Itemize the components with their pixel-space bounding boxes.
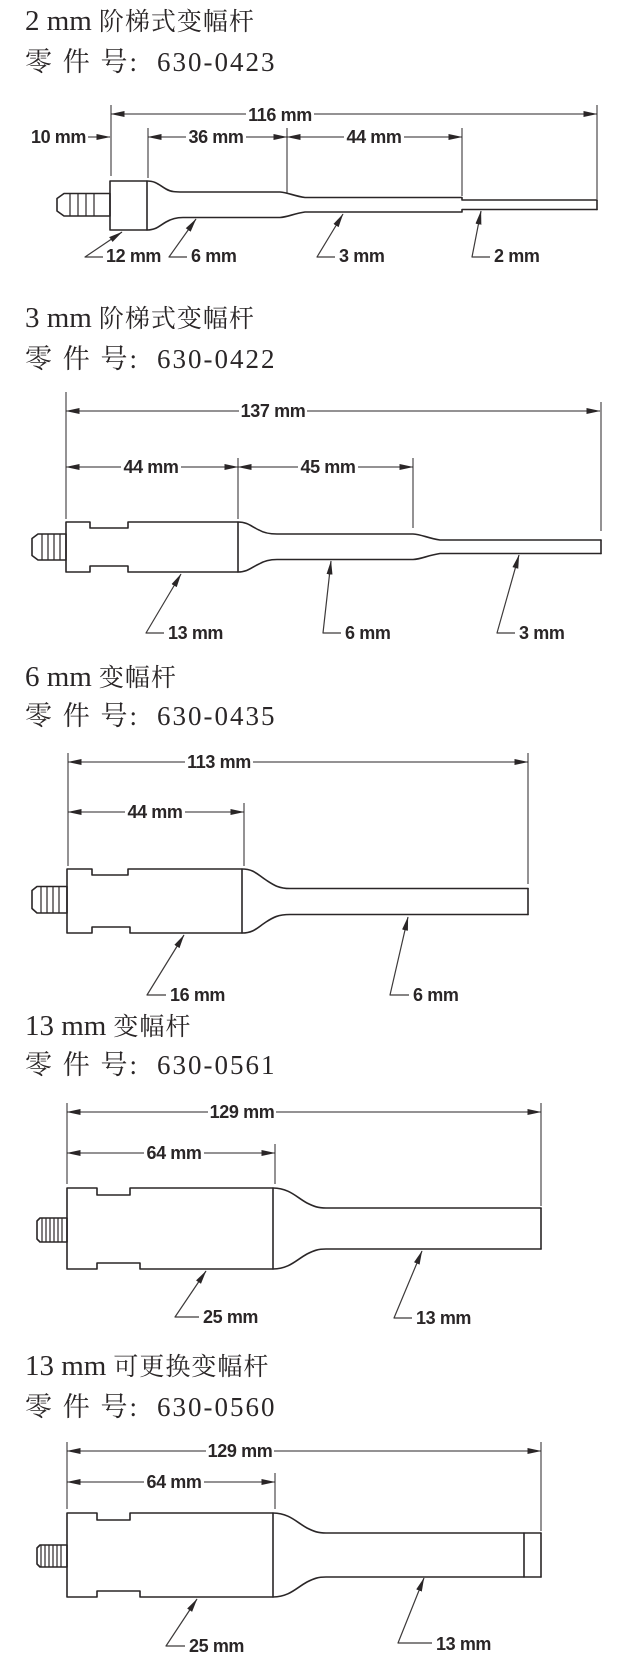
dimension-label: 36 mm	[188, 127, 244, 147]
dimension-label: 137 mm	[240, 401, 306, 421]
section-title-3mm-stepped	[25, 299, 255, 335]
horn-bottom-profile	[242, 915, 528, 934]
title-cjk: 可更换变幅杆	[113, 1354, 270, 1381]
leader-arrow	[175, 1271, 206, 1317]
horn-outline	[37, 1513, 541, 1597]
dimension-label: 64 mm	[146, 1143, 202, 1163]
dimension-b	[66, 457, 238, 477]
extension-lines	[67, 1103, 541, 1206]
stud	[32, 887, 67, 914]
title-size: 3 mm	[25, 302, 92, 334]
extension-lines	[111, 105, 597, 199]
callouts	[146, 555, 564, 643]
dimension-b	[67, 1143, 275, 1163]
part-number-value: 630-0423	[157, 47, 277, 77]
dimension-label: 10 mm	[30, 127, 86, 147]
horn-top-profile	[147, 181, 597, 200]
stud-threads	[70, 194, 94, 217]
part-number-value: 630-0560	[157, 1392, 277, 1422]
dimension-label: 45 mm	[300, 457, 356, 477]
callout-label: 6 mm	[191, 246, 237, 266]
horn-top-profile	[242, 869, 528, 889]
callout-label: 12 mm	[106, 246, 162, 266]
part-number-line	[25, 694, 277, 733]
part-number-label: 零 件 号:	[25, 47, 140, 77]
dimension-c	[238, 457, 413, 477]
dimension-label: 113 mm	[187, 752, 251, 772]
horn-diagram-3mm-stepped	[0, 390, 621, 650]
dimension-label: 64 mm	[146, 1472, 202, 1492]
title-cjk: 阶梯式变幅杆	[98, 306, 255, 333]
dimension-b	[68, 802, 244, 822]
title-size: 13 mm	[25, 1350, 107, 1382]
extension-lines	[67, 1442, 541, 1531]
stud	[57, 194, 110, 217]
mount-block	[110, 181, 147, 230]
callouts	[166, 1578, 491, 1656]
part-number-line	[25, 337, 277, 376]
dimension-overall	[67, 1102, 541, 1122]
callout-label: 13 mm	[168, 623, 224, 643]
dimension-overall	[67, 1441, 541, 1461]
horn-bottom-profile	[147, 210, 597, 231]
part-number-label: 零 件 号:	[25, 344, 140, 374]
dimension-label: 44 mm	[127, 802, 183, 822]
leader-arrow	[497, 555, 519, 633]
leader-arrow	[398, 1578, 432, 1643]
section-title-13mm	[25, 1007, 191, 1043]
part-number-line	[25, 40, 277, 79]
part-number-label: 零 件 号:	[25, 1050, 140, 1080]
callout-label: 25 mm	[203, 1307, 259, 1327]
dimension-label: 44 mm	[123, 457, 179, 477]
dimension-label: 129 mm	[207, 1441, 273, 1461]
callout-label: 13 mm	[436, 1634, 492, 1654]
callout-label: 6 mm	[413, 985, 459, 1005]
callout-label: 25 mm	[189, 1636, 245, 1656]
title-size: 13 mm	[25, 1010, 107, 1042]
part-number-label: 零 件 号:	[25, 701, 140, 731]
horn-bottom-profile	[273, 1577, 541, 1597]
dimension-label: 116 mm	[248, 105, 312, 125]
horn-outline	[37, 1188, 541, 1269]
horn-outline	[32, 869, 528, 933]
dimension-overall	[66, 401, 600, 421]
horn-top-profile	[273, 1513, 541, 1533]
callout-label: 6 mm	[345, 623, 391, 643]
title-cjk: 阶梯式变幅杆	[98, 9, 255, 36]
section-title-13mm-replaceable	[25, 1347, 269, 1383]
part-number-line	[25, 1043, 277, 1082]
callout-label: 3 mm	[519, 623, 565, 643]
part-number-line	[25, 1385, 277, 1424]
section-title-6mm	[25, 658, 177, 694]
callouts	[85, 211, 539, 266]
title-cjk: 变幅杆	[98, 665, 177, 692]
dimension-left	[31, 127, 110, 147]
horn-top-profile	[273, 1188, 541, 1208]
dimension-label: 44 mm	[346, 127, 402, 147]
dimension-label: 129 mm	[209, 1102, 275, 1122]
stud-threads	[42, 1218, 62, 1242]
horn-diagram-13mm-replaceable	[0, 1435, 621, 1670]
horn-diagram-13mm	[0, 1095, 621, 1335]
stud-threads	[41, 887, 59, 914]
mount-body	[66, 522, 238, 572]
title-size: 2 mm	[25, 5, 92, 37]
part-number-value: 630-0435	[157, 701, 277, 731]
horn-outline	[32, 522, 601, 572]
dimension-b	[148, 127, 287, 147]
dimension-c	[287, 127, 462, 147]
callout-label: 2 mm	[494, 246, 540, 266]
callout-label: 3 mm	[339, 246, 385, 266]
horn-diagram-6mm	[0, 745, 621, 1010]
dimension-overall	[111, 105, 597, 125]
leader-arrow	[472, 211, 490, 257]
horn-top-profile	[238, 522, 601, 540]
part-number-value: 630-0422	[157, 344, 277, 374]
leader-arrow	[390, 917, 409, 995]
callouts	[175, 1251, 471, 1328]
stud	[32, 534, 66, 560]
horn-bottom-profile	[273, 1249, 541, 1269]
section-title-2mm-stepped	[25, 2, 255, 38]
horn-diagram-2mm-stepped	[0, 95, 621, 275]
title-cjk: 变幅杆	[113, 1014, 192, 1041]
title-size: 6 mm	[25, 661, 92, 693]
horn-bottom-profile	[238, 554, 601, 573]
mount-body	[67, 1188, 273, 1269]
callouts	[147, 917, 458, 1005]
callout-label: 16 mm	[170, 985, 226, 1005]
callout-label: 13 mm	[416, 1308, 472, 1328]
dimension-b	[67, 1472, 275, 1492]
part-number-label: 零 件 号:	[25, 1392, 140, 1422]
part-number-value: 630-0561	[157, 1050, 277, 1080]
stud-threads	[42, 534, 60, 560]
horn-outline	[57, 181, 597, 230]
dimension-overall	[68, 752, 528, 772]
leader-arrow	[323, 561, 341, 633]
mount-body	[67, 869, 242, 933]
stud-threads	[41, 1545, 61, 1567]
mount-body	[67, 1513, 273, 1597]
